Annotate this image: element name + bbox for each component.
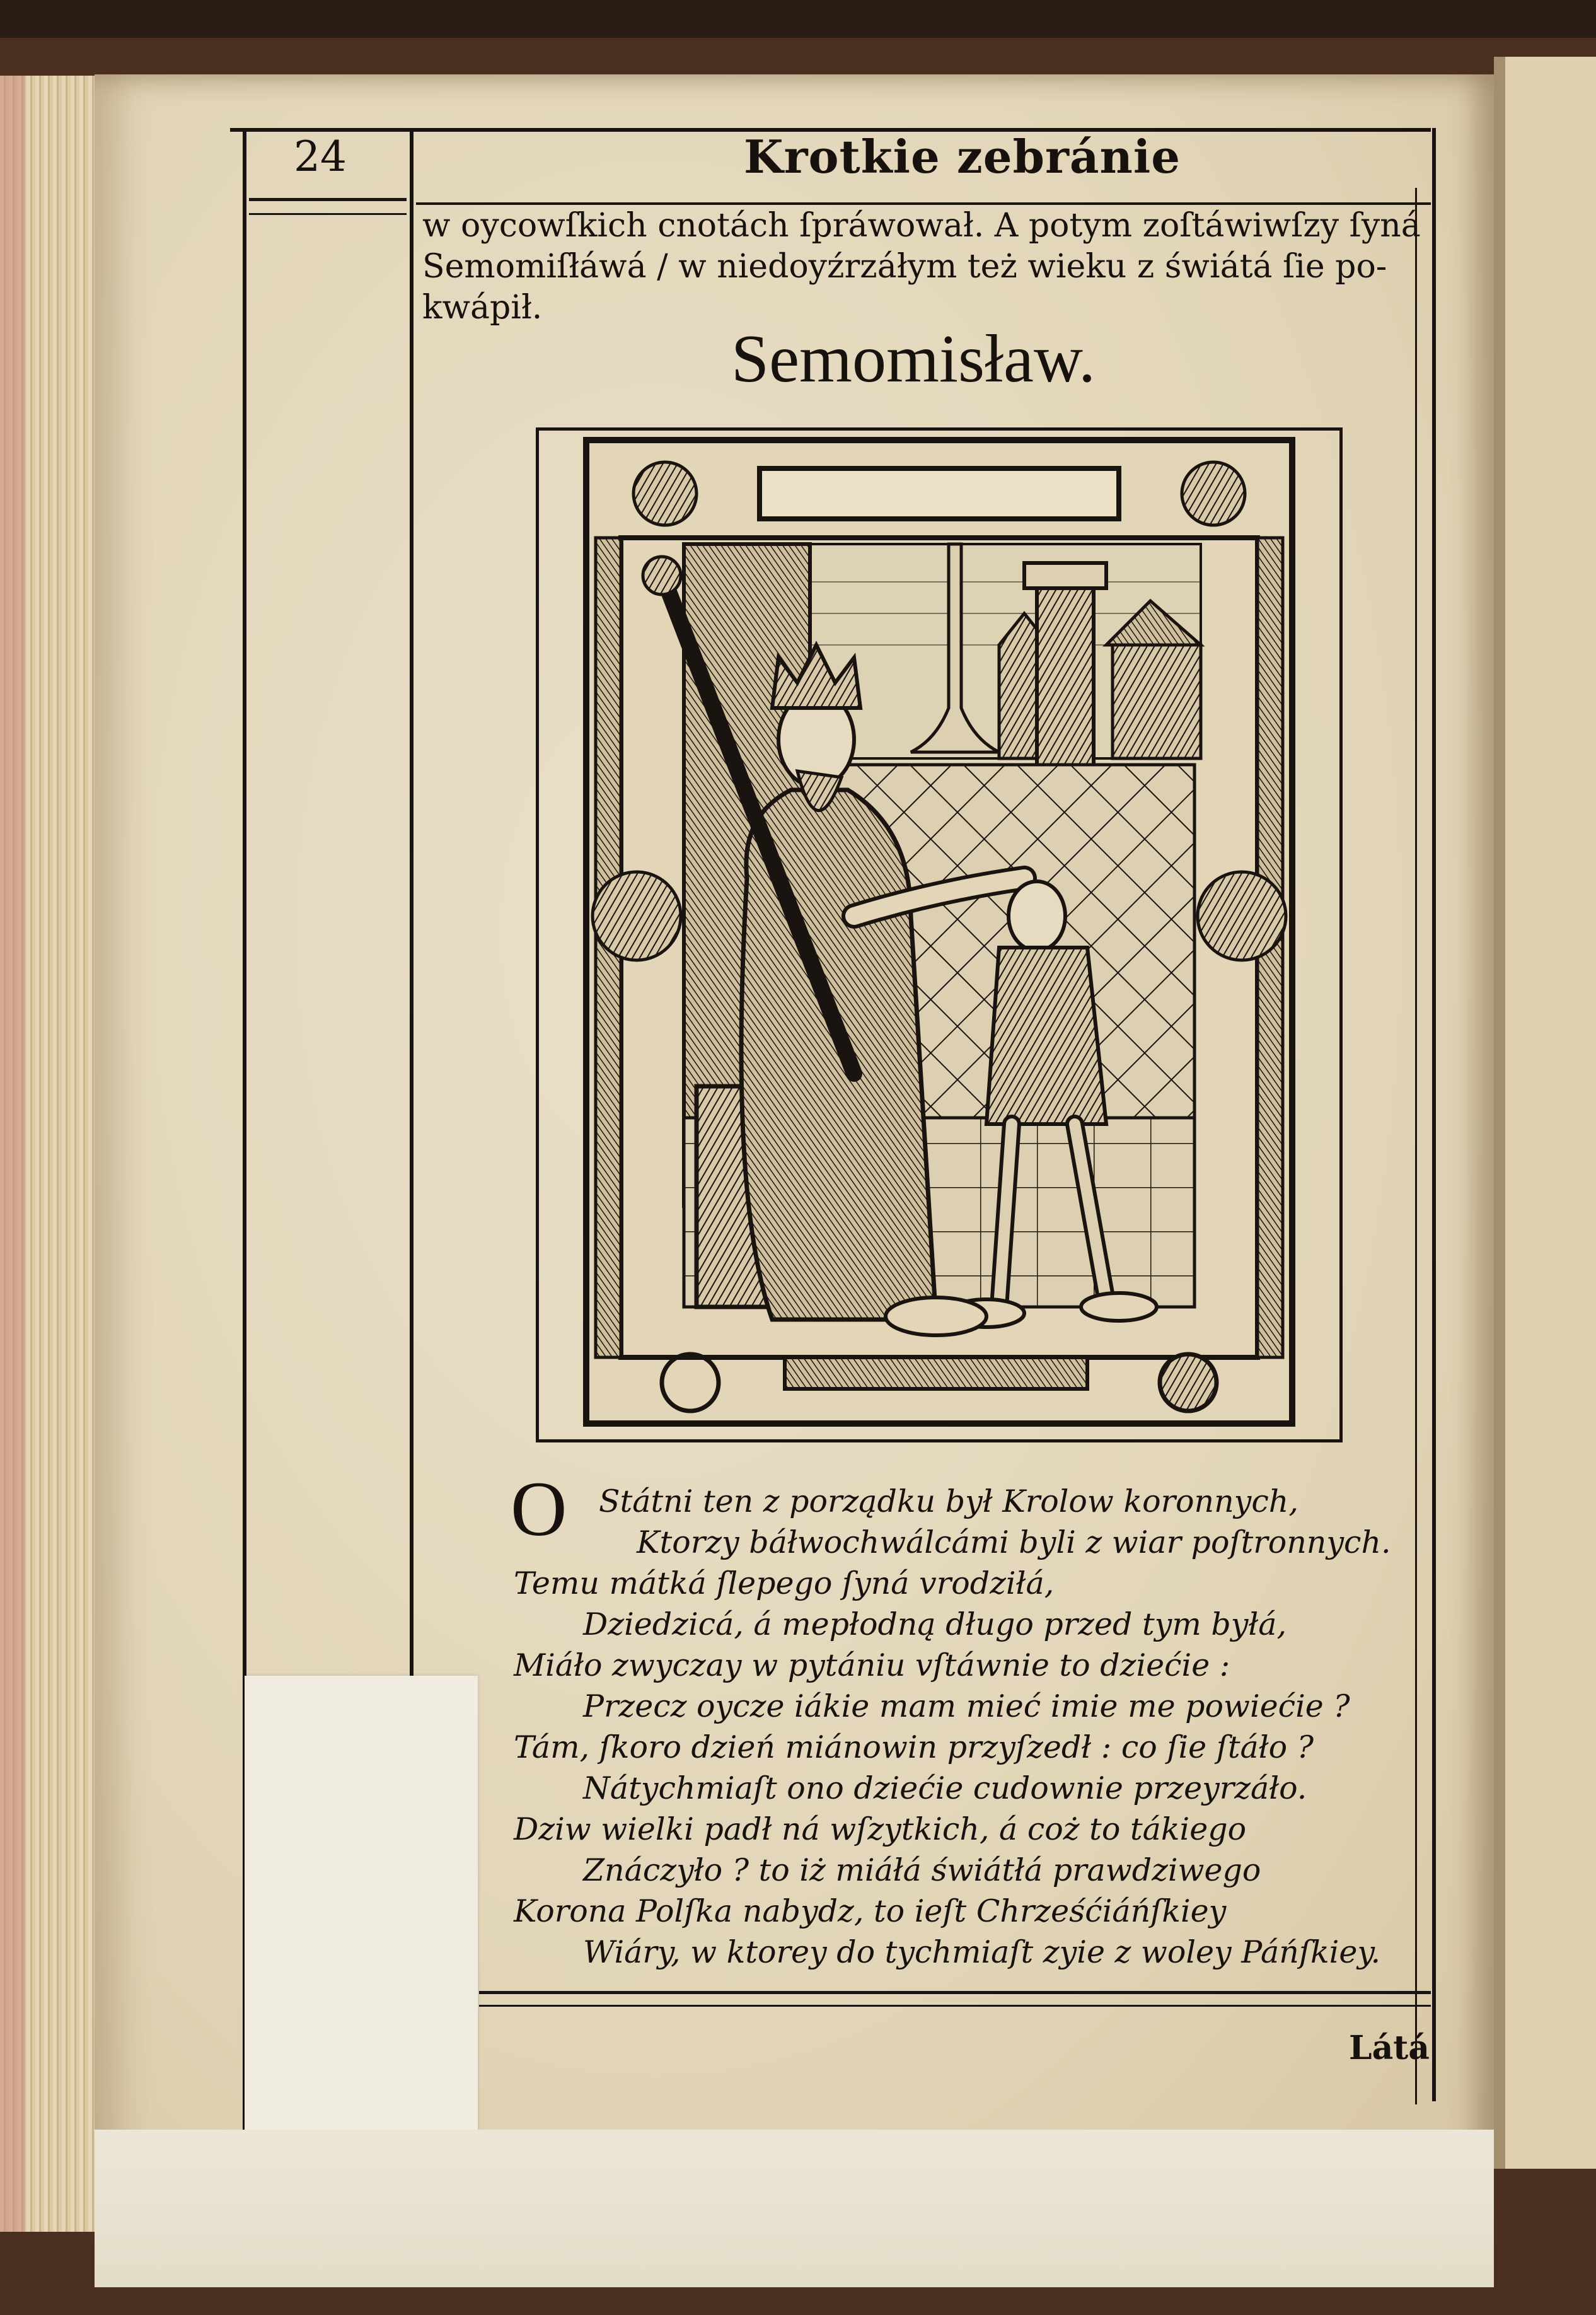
section-title: Semomisław. <box>731 322 1096 397</box>
verse-line: Státni ten z porządku był Krolow koronnych, <box>599 1483 1298 1519</box>
verse-line: Dziw wielki padł ná wſzytkich, á coż to tákiego <box>514 1811 1247 1847</box>
text-rule <box>416 202 1431 205</box>
woodcut-illustration <box>583 437 1295 1427</box>
red-page-edge <box>0 76 25 2232</box>
paper-repair-strip <box>95 2130 1494 2287</box>
verse-line: Dziedzicá, á mepłodną długo przed tym byłá, <box>583 1606 1287 1642</box>
intro-line: Semomiſłáwá / w niedoyźrzáłym też wieku z świátá ſie po- <box>422 248 1387 286</box>
frame-rule-bottom-thin <box>479 2005 1431 2007</box>
verse-line: Temu mátká ſlepego ſyná vrodziłá, <box>514 1565 1055 1601</box>
paper-repair-patch <box>245 1676 478 2149</box>
header-rule-thin <box>249 213 407 215</box>
facing-page-edge <box>1494 57 1596 2169</box>
drop-cap: O <box>511 1466 567 1552</box>
frame-rule-bottom <box>479 1991 1431 1994</box>
verse-line: Miáło zwyczay w pytániu vſtáwnie to dziećie : <box>514 1647 1230 1683</box>
frame-rule-right <box>1432 128 1436 2101</box>
intro-line: w oycowſkich cnotách ſpráwował. A potym zoſtáwiwſzy ſyná <box>422 207 1421 245</box>
verse-line: Korona Polſka nabydz, to ieſt Chrześćiáńſkiey <box>514 1893 1227 1929</box>
intro-line: kwápił. <box>422 289 543 327</box>
verse-line: Wiáry, w ktorey do tychmiaſt zyie z woley Páńſkiey. <box>583 1934 1381 1970</box>
verse-line: Tám, ſkoro dzień miánowin przyſzedł : co ſie ſtáło ? <box>514 1729 1314 1765</box>
page-number: 24 <box>294 132 347 181</box>
verse-line: Nátychmiaſt ono dziećie cudownie przeyrzáło. <box>583 1770 1307 1806</box>
frame-rule-right-inner <box>1415 188 1417 2104</box>
verse-line: Przecz oycze iákie mam mieć imie me powiećie ? <box>583 1688 1350 1724</box>
running-head: Krotkie zebránie <box>744 130 1181 183</box>
verse-line: Znáczyło ? to iż miáłá świátłá prawdziwego <box>583 1852 1261 1888</box>
book-page <box>95 74 1494 2218</box>
catchword: Látá <box>1349 2029 1430 2067</box>
header-rule <box>249 198 407 201</box>
verse-line: Ktorzy báłwochwálcámi byli z wiar poſtronnych. <box>637 1524 1391 1560</box>
